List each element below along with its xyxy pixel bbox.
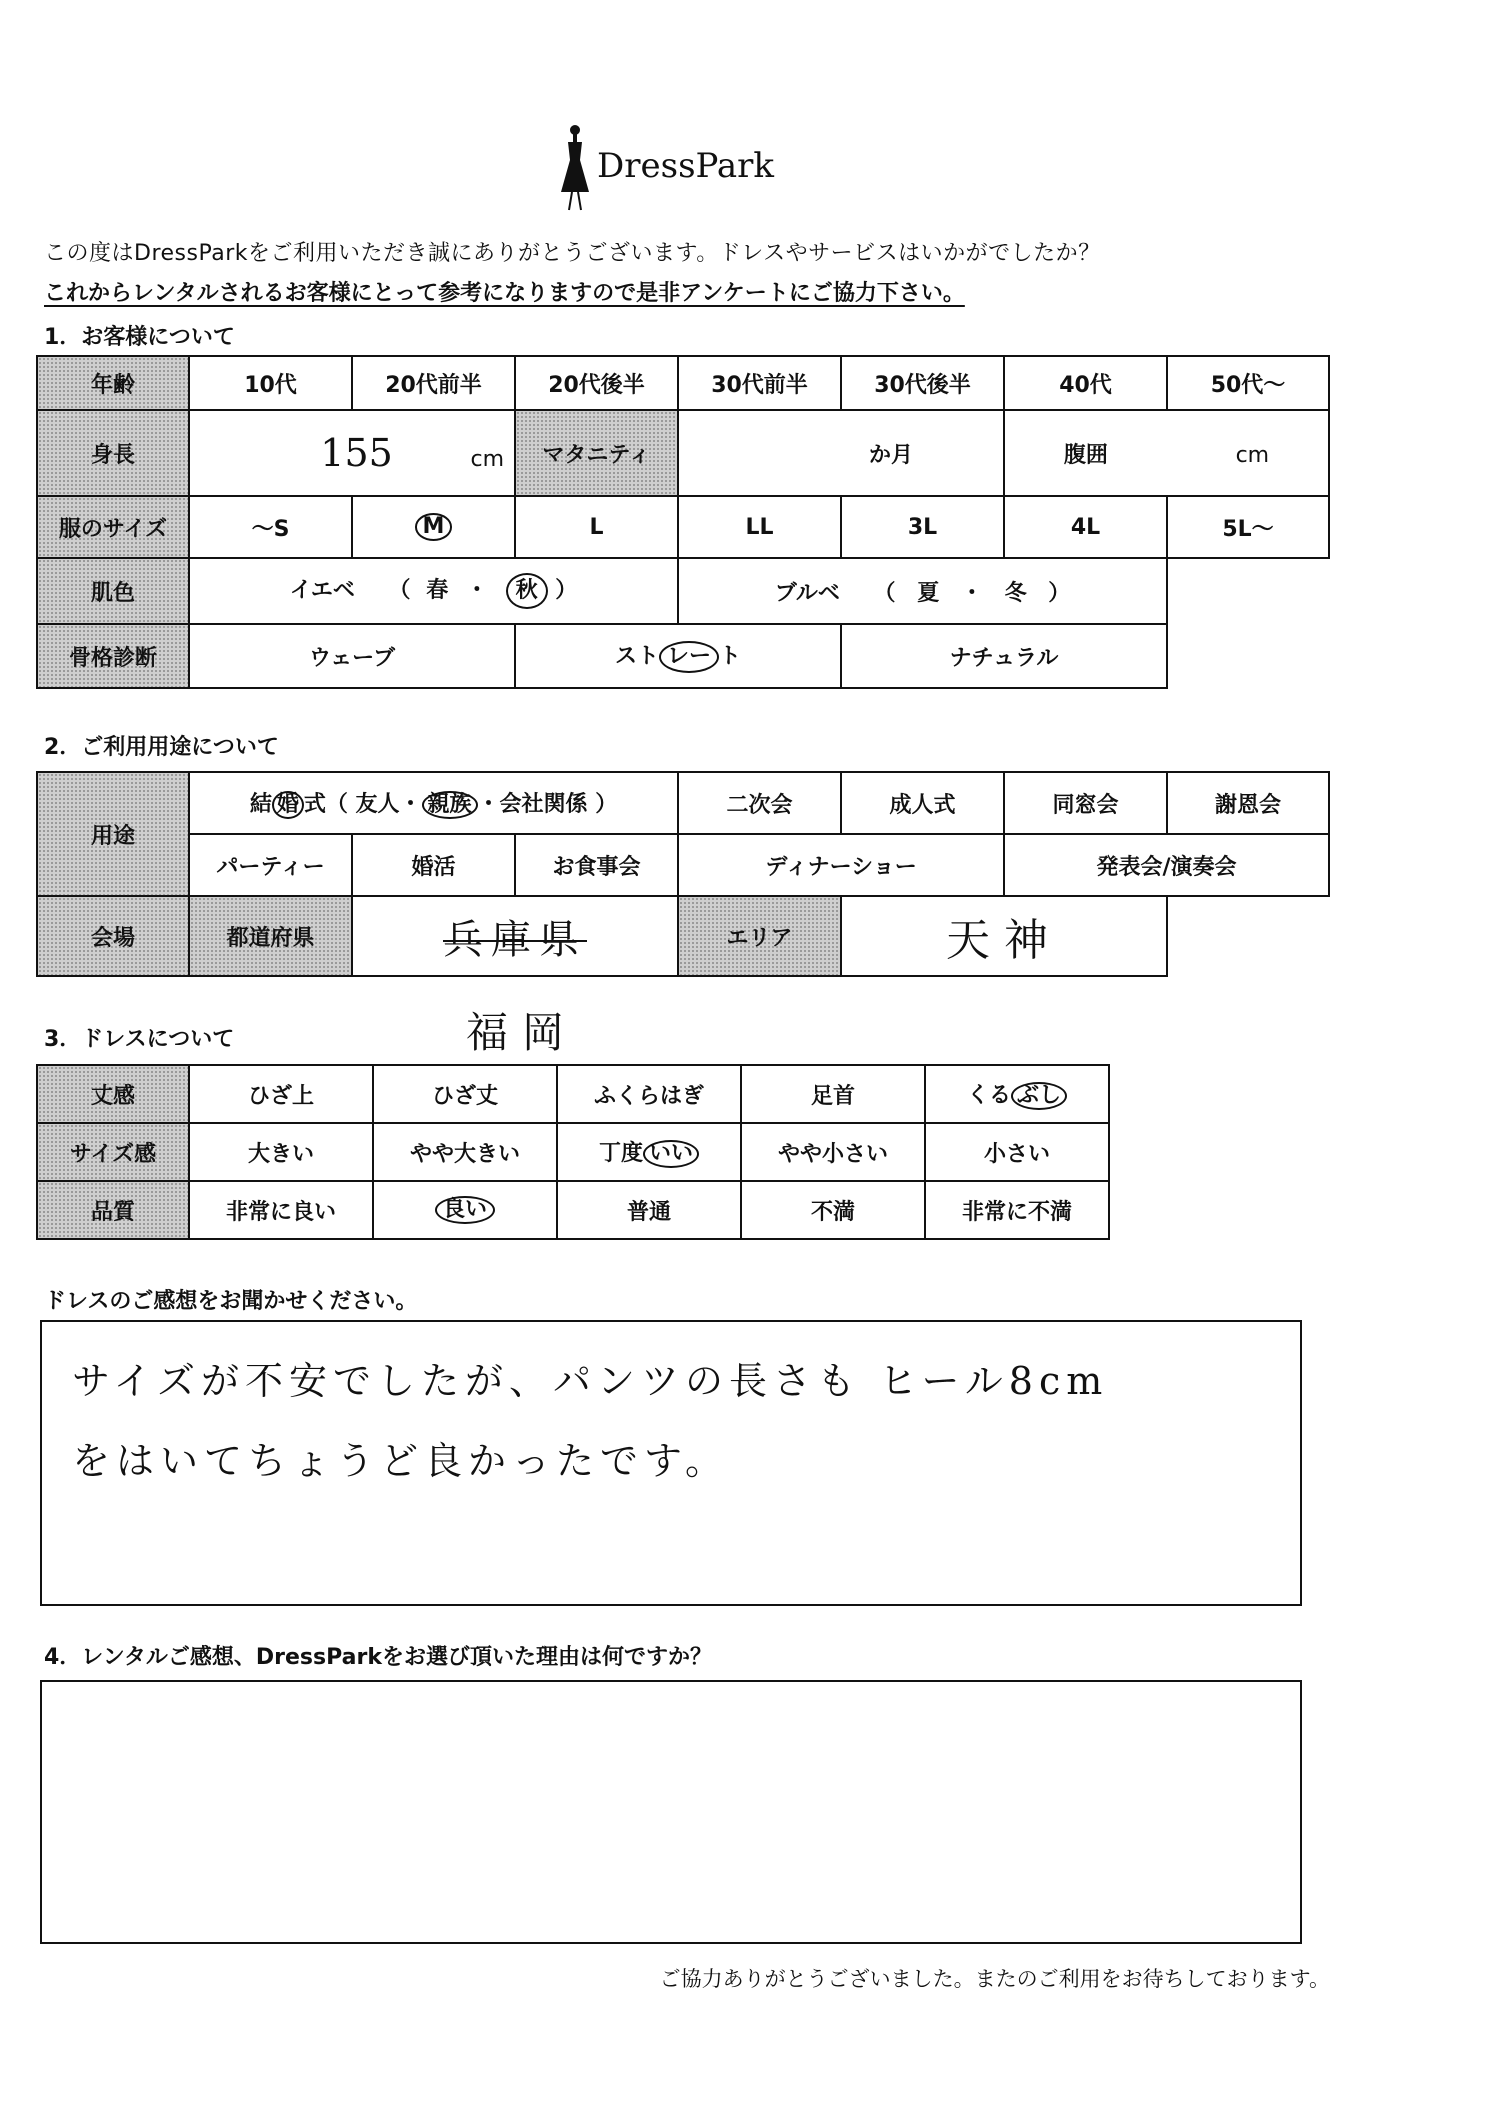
- purpose-option[interactable]: パーティー: [189, 834, 352, 896]
- skin-yellow-option[interactable]: [189, 558, 678, 624]
- dress-table: [36, 1064, 1110, 1240]
- waist-unit: cm: [1235, 442, 1270, 468]
- length-text: くる: [966, 1082, 1011, 1108]
- section1-title: 1．お客様について: [44, 325, 235, 350]
- quality-option[interactable]: 非常に良い: [189, 1181, 373, 1239]
- frame-straight-a: スト: [614, 643, 659, 669]
- purpose-label: 用途: [37, 772, 189, 896]
- blank-cell: [1167, 896, 1329, 976]
- quality-label: 品質: [37, 1181, 189, 1239]
- blank-cell: [1167, 558, 1329, 624]
- height-row: [37, 410, 1329, 496]
- venue-row: [37, 896, 1329, 976]
- separator-dot: ・: [960, 580, 983, 606]
- skin-summer: 夏: [917, 580, 940, 606]
- fit-option[interactable]: 大きい: [189, 1123, 373, 1181]
- size-option[interactable]: 5L〜: [1167, 496, 1329, 558]
- skin-blue: ブルベ: [774, 580, 840, 606]
- size-option[interactable]: 4L: [1004, 496, 1167, 558]
- purpose-row-1: [37, 772, 1329, 834]
- prefecture-struck: 兵庫県: [443, 916, 587, 963]
- section3-title: 3．ドレスについて: [44, 1027, 235, 1052]
- impressions-answer-box[interactable]: [40, 1320, 1302, 1606]
- maternity-months-field[interactable]: [678, 410, 1004, 496]
- frame-straight-circled: レー: [659, 641, 719, 673]
- skin-winter: 冬: [1004, 580, 1027, 606]
- size-option[interactable]: L: [515, 496, 678, 558]
- waist-label: 腹囲: [1063, 442, 1108, 468]
- length-option[interactable]: ひざ上: [189, 1065, 373, 1123]
- size-row: [37, 496, 1329, 558]
- age-option[interactable]: 20代後半: [515, 356, 678, 410]
- maternity-label: マタニティ: [515, 410, 678, 496]
- age-option[interactable]: 20代前半: [352, 356, 515, 410]
- frame-option[interactable]: ウェーブ: [189, 624, 515, 688]
- length-option[interactable]: 足首: [741, 1065, 925, 1123]
- purpose-row-2: [37, 834, 1329, 896]
- fit-text: 丁度: [598, 1140, 643, 1166]
- prefecture-field[interactable]: [352, 896, 678, 976]
- quality-row: [37, 1181, 1109, 1239]
- age-label: 年齢: [37, 356, 189, 410]
- height-value: 155: [320, 431, 393, 475]
- impressions-line-1: サイズが不安でしたが、パンツの長さも ヒール8cm: [72, 1359, 1109, 1403]
- purpose-option[interactable]: 二次会: [678, 772, 841, 834]
- skin-autumn-circled: 秋: [506, 573, 548, 609]
- maternity-month-unit: か月: [868, 442, 913, 468]
- length-option[interactable]: ひざ丈: [373, 1065, 557, 1123]
- wedding-text: ・会社関係 ）: [477, 791, 618, 817]
- fit-circled: いい: [643, 1140, 699, 1168]
- thanks-message: ご協力ありがとうございました。またのご利用をお待ちしております。: [659, 1967, 1330, 1991]
- size-option[interactable]: 〜S: [189, 496, 352, 558]
- separator-dot: ・: [465, 577, 488, 603]
- quality-option[interactable]: 非常に不満: [925, 1181, 1109, 1239]
- impressions-title: ドレスのご感想をお聞かせください。: [44, 1289, 418, 1314]
- fit-option-selected[interactable]: [557, 1123, 741, 1181]
- brand-logo: [555, 118, 815, 218]
- section2-title: 2．ご利用用途について: [44, 735, 279, 760]
- frame-row: [37, 624, 1329, 688]
- blank-cell: [1167, 624, 1329, 688]
- area-field[interactable]: [841, 896, 1167, 976]
- wedding-text: 結: [249, 791, 272, 817]
- purpose-option[interactable]: 成人式: [841, 772, 1004, 834]
- length-row: [37, 1065, 1109, 1123]
- size-option-selected[interactable]: [352, 496, 515, 558]
- skin-yellow: イエベ: [289, 577, 355, 603]
- purpose-option[interactable]: お食事会: [515, 834, 678, 896]
- dress-icon: [555, 118, 595, 218]
- purpose-option[interactable]: 同窓会: [1004, 772, 1167, 834]
- length-option[interactable]: ふくらはぎ: [557, 1065, 741, 1123]
- age-option[interactable]: 40代: [1004, 356, 1167, 410]
- fit-option[interactable]: 小さい: [925, 1123, 1109, 1181]
- age-option[interactable]: 30代後半: [841, 356, 1004, 410]
- length-option-selected[interactable]: [925, 1065, 1109, 1123]
- quality-circled: [435, 1196, 495, 1224]
- intro-text: この度はDressParkをご利用いただき誠にありがとうございます。ドレスやサービスはいかがでしたか？: [44, 241, 1101, 266]
- fit-option[interactable]: やや大きい: [373, 1123, 557, 1181]
- height-unit: cm: [470, 447, 504, 472]
- frame-option[interactable]: ナチュラル: [841, 624, 1167, 688]
- height-label: 身長: [37, 410, 189, 496]
- intro-request: これからレンタルされるお客様にとって参考になりますので是非アンケートにご協力下さい。: [44, 281, 965, 306]
- paren-close: ）: [555, 577, 578, 603]
- size-option[interactable]: 3L: [841, 496, 1004, 558]
- venue-label: 会場: [37, 896, 189, 976]
- size-label: 服のサイズ: [37, 496, 189, 558]
- length-label: 丈感: [37, 1065, 189, 1123]
- skin-label: 肌色: [37, 558, 189, 624]
- age-option[interactable]: 30代前半: [678, 356, 841, 410]
- skin-row: [37, 558, 1329, 624]
- height-field[interactable]: [189, 410, 515, 496]
- purpose-option[interactable]: 謝恩会: [1167, 772, 1329, 834]
- purpose-option[interactable]: 婚活: [352, 834, 515, 896]
- quality-option[interactable]: 不満: [741, 1181, 925, 1239]
- size-option[interactable]: LL: [678, 496, 841, 558]
- fit-option[interactable]: やや小さい: [741, 1123, 925, 1181]
- purpose-option[interactable]: ディナーショー: [678, 834, 1004, 896]
- paren-close: ）: [1048, 580, 1071, 606]
- frame-straight-c: ト: [719, 643, 742, 669]
- size-option-m: M: [415, 513, 453, 541]
- customer-table: [36, 355, 1330, 689]
- wedding-option[interactable]: [189, 772, 678, 834]
- brand-name: DressPark: [597, 146, 775, 186]
- skin-blue-option[interactable]: [678, 558, 1167, 624]
- age-row: [37, 356, 1329, 410]
- quality-option-selected[interactable]: [373, 1181, 557, 1239]
- paren-open: （: [388, 577, 411, 603]
- fit-label: サイズ感: [37, 1123, 189, 1181]
- paren-open: （: [873, 580, 896, 606]
- age-option[interactable]: 50代〜: [1167, 356, 1329, 410]
- wedding-circled: 婚: [272, 791, 304, 819]
- frame-option-selected[interactable]: [515, 624, 841, 688]
- frame-label: 骨格診断: [37, 624, 189, 688]
- fit-row: [37, 1123, 1109, 1181]
- quality-text: 良: [442, 1196, 465, 1222]
- area-value: 天神: [946, 915, 1063, 966]
- prefecture-correction: 福岡: [466, 1008, 579, 1057]
- reason-answer-box[interactable]: [40, 1680, 1302, 1944]
- length-circled: ぶし: [1011, 1082, 1067, 1110]
- skin-spring: 春: [426, 577, 449, 603]
- relatives-circled: 親族: [422, 791, 478, 819]
- area-label: エリア: [678, 896, 841, 976]
- prefecture-label: 都道府県: [189, 896, 352, 976]
- age-option[interactable]: 10代: [189, 356, 352, 410]
- quality-option[interactable]: 普通: [557, 1181, 741, 1239]
- purpose-table: [36, 771, 1330, 977]
- wedding-text: 式（ 友人・: [303, 791, 422, 817]
- purpose-option[interactable]: 発表会/演奏会: [1004, 834, 1329, 896]
- section4-title: 4．レンタルご感想、DressParkをお選び頂いた理由は何ですか？: [44, 1645, 712, 1670]
- impressions-line-2: をはいてちょうど良かったです。: [72, 1439, 729, 1483]
- quality-text: い: [465, 1196, 488, 1222]
- waist-field[interactable]: [1004, 410, 1329, 496]
